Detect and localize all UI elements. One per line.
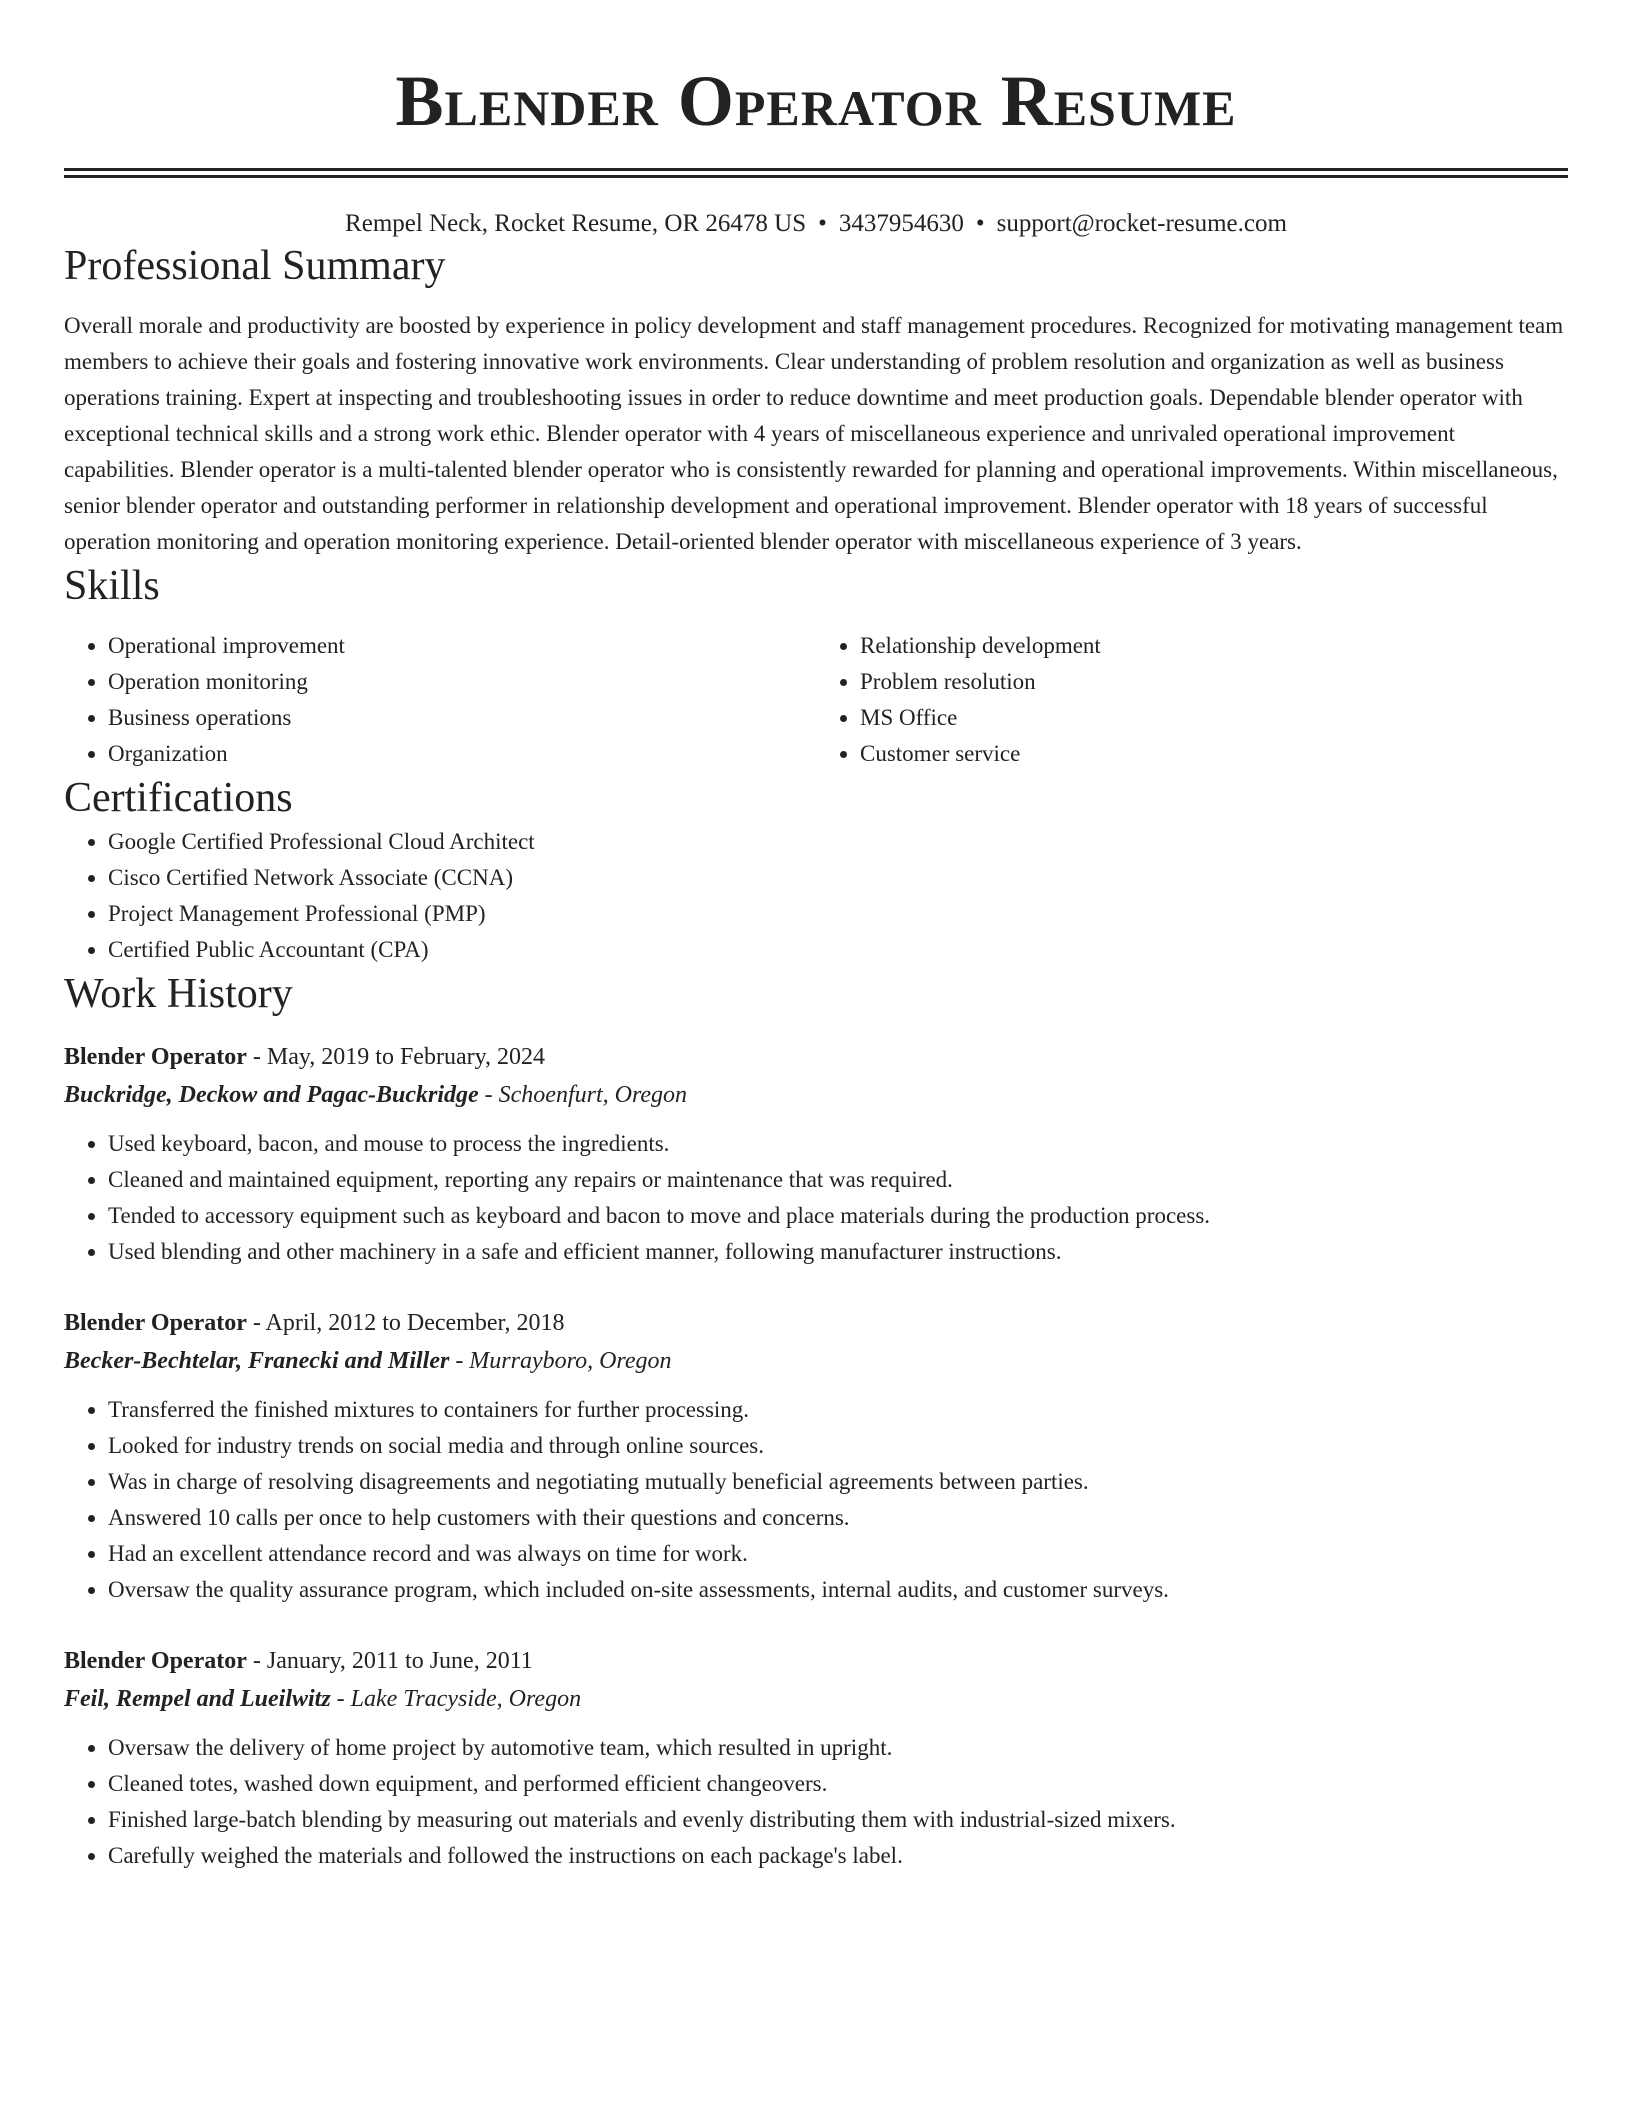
job-location: - Lake Tracyside, Oregon: [330, 1686, 582, 1712]
certifications-list: [64, 824, 1568, 968]
job-location: - Schoenfurt, Oregon: [478, 1082, 688, 1108]
skill-item: • Problem resolution: [860, 664, 1568, 700]
job-bullet: • Finished large-batch blending by measuring out materials and evenly distributing them with industrial-sized mixers.: [108, 1802, 1568, 1838]
job-company: Becker-Bechtelar, Franecki and Miller: [64, 1348, 450, 1374]
job-dates: - April, 2012 to December, 2018: [246, 1310, 565, 1336]
job-dates: - May, 2019 to February, 2024: [246, 1044, 546, 1070]
certification-item: • Project Management Professional (PMP): [108, 896, 1568, 932]
skill-item: • Operational improvement: [108, 628, 816, 664]
certifications-heading: Certifications: [64, 775, 293, 821]
summary-text: Overall morale and productivity are boosted by experience in policy development and staff management procedures. Recognized for motivating management team members to achieve their goals and fostering innovative work environments. Clear understanding of problem resolution and organization as well as business operations training. Expert at inspecting and troubleshooting issues in order to reduce downtime and meet production goals. Dependable blender operator with exceptional technical skills and a strong work ethic. Blender operator with 4 years of miscellaneous experience and unrivaled operational improvement capabilities. Blender operator is a multi-talented blender operator who is consistently rewarded for planning and operational improvements. Within miscellaneous, senior blender operator and outstanding performer in relationship development and operational improvement. Blender operator with 18 years of successful operation monitoring and operation monitoring experience. Detail-oriented blender operator with miscellaneous experience of 3 years.: [64, 313, 1564, 554]
job-bullet: • Cleaned and maintained equipment, reporting any repairs or maintenance that was required.: [108, 1162, 1568, 1198]
job-bullet: • Carefully weighed the materials and followed the instructions on each package's label.: [108, 1838, 1568, 1874]
contact-phone: 3437954630: [838, 210, 964, 237]
job-dates: - January, 2011 to June, 2011: [246, 1648, 533, 1674]
skills-heading: Skills: [64, 563, 160, 609]
job-bullet: • Was in charge of resolving disagreements and negotiating mutually beneficial agreements between parties.: [108, 1464, 1568, 1500]
job-bullet: • Answered 10 calls per once to help customers with their questions and concerns.: [108, 1500, 1568, 1536]
job-title-line: [64, 1304, 1568, 1342]
summary-heading: Professional Summary: [64, 243, 446, 289]
job-entry: [64, 1038, 1568, 1270]
job-bullet: • Oversaw the delivery of home project by automotive team, which resulted in upright.: [108, 1730, 1568, 1766]
job-company: Feil, Rempel and Lueilwitz: [64, 1686, 331, 1712]
job-title: Blender Operator: [64, 1044, 247, 1070]
contact-address: Rempel Neck, Rocket Resume, OR 26478 US: [345, 210, 807, 237]
title-divider: [64, 168, 1568, 178]
job-company: Buckridge, Deckow and Pagac-Buckridge: [64, 1082, 479, 1108]
job-bullet: • Looked for industry trends on social media and through online sources.: [108, 1428, 1568, 1464]
job-bullets: [64, 1392, 1568, 1608]
certification-item: • Certified Public Accountant (CPA): [108, 932, 1568, 968]
skill-item: • Organization: [108, 736, 816, 772]
skill-item: • Business operations: [108, 700, 816, 736]
skill-item: • Relationship development: [860, 628, 1568, 664]
job-location: - Murrayboro, Oregon: [449, 1348, 672, 1374]
job-company-line: [64, 1076, 1568, 1114]
skill-item: • MS Office: [860, 700, 1568, 736]
job-bullet: • Had an excellent attendance record and was always on time for work.: [108, 1536, 1568, 1572]
job-title: Blender Operator: [64, 1648, 247, 1674]
certification-item: • Google Certified Professional Cloud Architect: [108, 824, 1568, 860]
job-title: Blender Operator: [64, 1310, 247, 1336]
skills-list-right: [816, 628, 1568, 772]
job-company-line: [64, 1342, 1568, 1380]
job-entry: [64, 1304, 1568, 1608]
skills-list-left: [64, 628, 816, 772]
job-bullet: • Used blending and other machinery in a safe and efficient manner, following manufacturer instructions.: [108, 1234, 1568, 1270]
contact-email[interactable]: support@rocket-resume.com: [996, 210, 1287, 237]
contact-separator: •: [975, 210, 985, 237]
skill-item: • Operation monitoring: [108, 664, 816, 700]
job-company-line: [64, 1680, 1568, 1718]
contact-separator: •: [818, 210, 827, 237]
skill-item: • Customer service: [860, 736, 1568, 772]
work-history-heading: Work History: [64, 971, 293, 1017]
job-bullets: [64, 1126, 1568, 1270]
job-title-line: [64, 1642, 1568, 1680]
job-bullet: • Tended to accessory equipment such as keyboard and bacon to move and place materials during the production process.: [108, 1198, 1568, 1234]
resume-title: Blender Operator Resume: [395, 61, 1237, 141]
job-bullet: • Oversaw the quality assurance program, which included on-site assessments, internal audits, and customer surveys.: [108, 1572, 1568, 1608]
job-bullet: • Cleaned totes, washed down equipment, and performed efficient changeovers.: [108, 1766, 1568, 1802]
job-entry: [64, 1642, 1568, 1874]
certification-item: • Cisco Certified Network Associate (CCNA): [108, 860, 1568, 896]
job-bullet: • Transferred the finished mixtures to containers for further processing.: [108, 1392, 1568, 1428]
job-bullet: • Used keyboard, bacon, and mouse to process the ingredients.: [108, 1126, 1568, 1162]
skills-columns: [64, 628, 1568, 772]
contact-line: [64, 208, 1568, 240]
job-bullets: [64, 1730, 1568, 1874]
job-title-line: [64, 1038, 1568, 1076]
